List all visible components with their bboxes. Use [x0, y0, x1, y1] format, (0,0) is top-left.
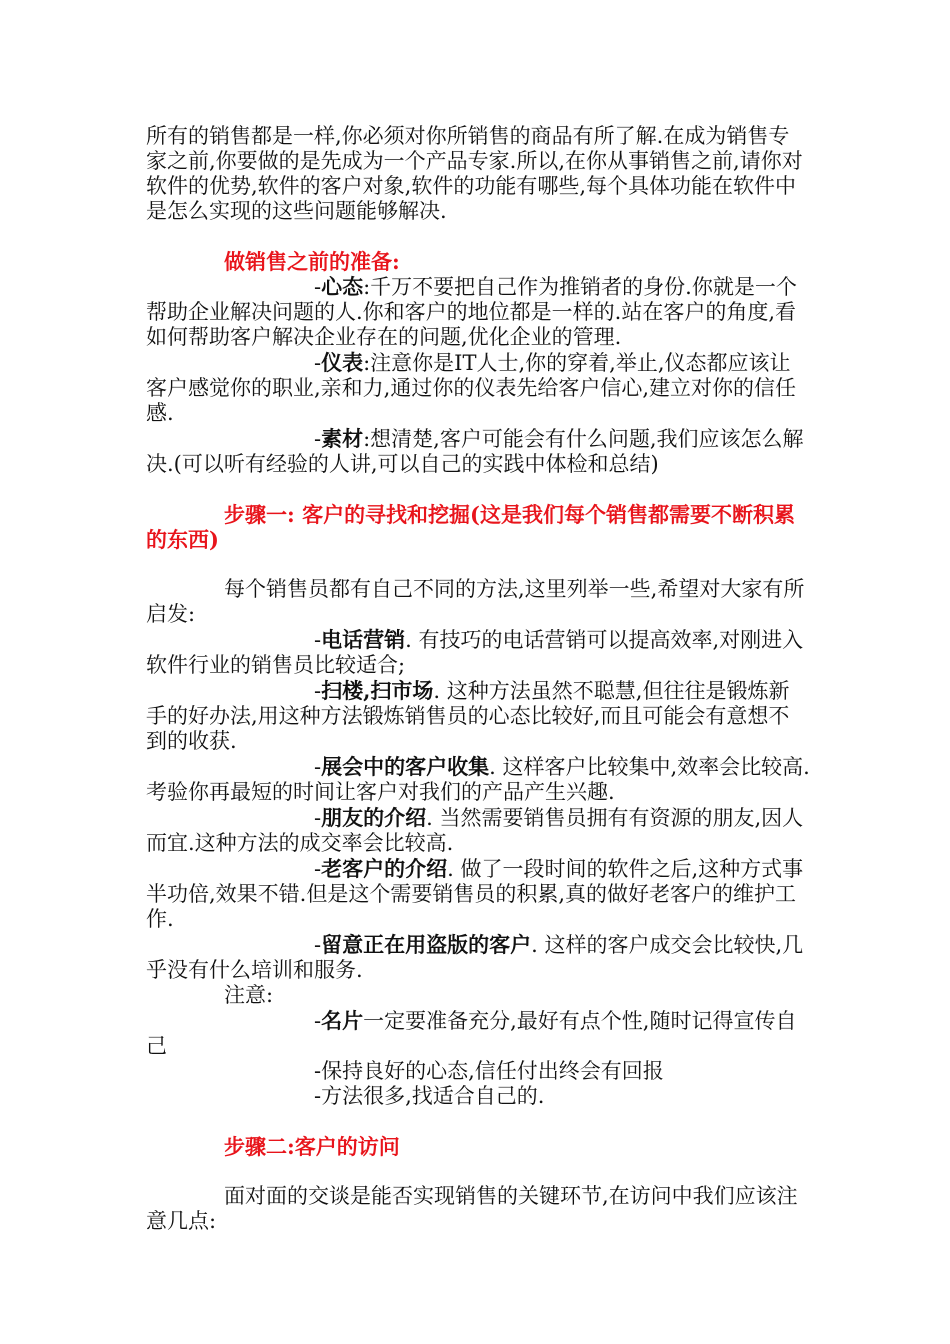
- step1-intro: 每个销售员都有自己不同的方法,这里列举一些,希望对大家有所启发:: [146, 577, 805, 626]
- step1-item-pirated: -留意正在用盗版的客户. 这样的客户成交会比较快,几乎没有什么培训和服务.: [146, 932, 804, 982]
- step1-heading: 步骤一: 客户的寻找和挖掘(这是我们每个销售都需要不断积累的东西): [146, 502, 795, 552]
- note-item-attitude: -保持良好的心态,信任付出终会有回报: [314, 1059, 664, 1083]
- note-item-methods: -方法很多,找适合自己的.: [314, 1084, 545, 1108]
- step2-intro: 面对面的交谈是能否实现销售的关键环节,在访问中我们应该注意几点:: [146, 1184, 798, 1233]
- step1-item-sweep: -扫楼,扫市场. 这种方法虽然不聪慧,但往往是锻炼新手的好办法,用这种方法锻炼销售员的心态比较好,而且可能会有意想不到的收获.: [146, 678, 790, 753]
- step1-item-expo: -展会中的客户收集. 这样客户比较集中,效率会比较高.考验你再最短的时间让客户对我们的产品产生兴趣.: [146, 754, 810, 804]
- note-item-card: -名片一定要准备充分,最好有点个性,随时记得宣传自己: [146, 1008, 797, 1058]
- prep-heading: 做销售之前的准备:: [224, 249, 400, 274]
- prep-item-mindset: -心态:千万不要把自己作为推销者的身份.你就是一个帮助企业解决问题的人.你和客户的地位都是一样的.站在客户的角度,看如何帮助客户解决企业存在的问题,优化企业的管理.: [146, 274, 797, 349]
- step2-heading: 步骤二:客户的访问: [224, 1134, 400, 1159]
- note-label: 注意:: [224, 983, 274, 1007]
- step1-item-old-clients: -老客户的介绍. 做了一段时间的软件之后,这种方式事半功倍,效果不错.但是这个需要销售员的积累,真的做好老客户的维护工作.: [146, 856, 804, 931]
- step1-item-phone: -电话营销. 有技巧的电话营销可以提高效率,对刚进入软件行业的销售员比较适合;: [146, 627, 804, 677]
- intro-paragraph: 所有的销售都是一样,你必须对你所销售的商品有所了解.在成为销售专家之前,你要做的是先成为一个产品专家.所以,在你从事销售之前,请你对软件的优势,软件的客户对象,软件的功能有哪些,每个具体功能在软件中是怎么实现的这些问题能够解决.: [146, 124, 803, 223]
- prep-item-appearance: -仪表:注意你是IT人士,你的穿着,举止,仪态都应该让客户感觉你的职业,亲和力,通过你的仪表先给客户信心,建立对你的信任感.: [146, 350, 797, 425]
- step1-item-friends: -朋友的介绍. 当然需要销售员拥有有资源的朋友,因人而宜.这种方法的成交率会比较高.: [146, 805, 804, 855]
- document-body: [146, 124, 810, 1234]
- prep-item-material: -素材:想清楚,客户可能会有什么问题,我们应该怎么解决.(可以听有经验的人讲,可以自己的实践中体检和总结): [146, 426, 804, 476]
